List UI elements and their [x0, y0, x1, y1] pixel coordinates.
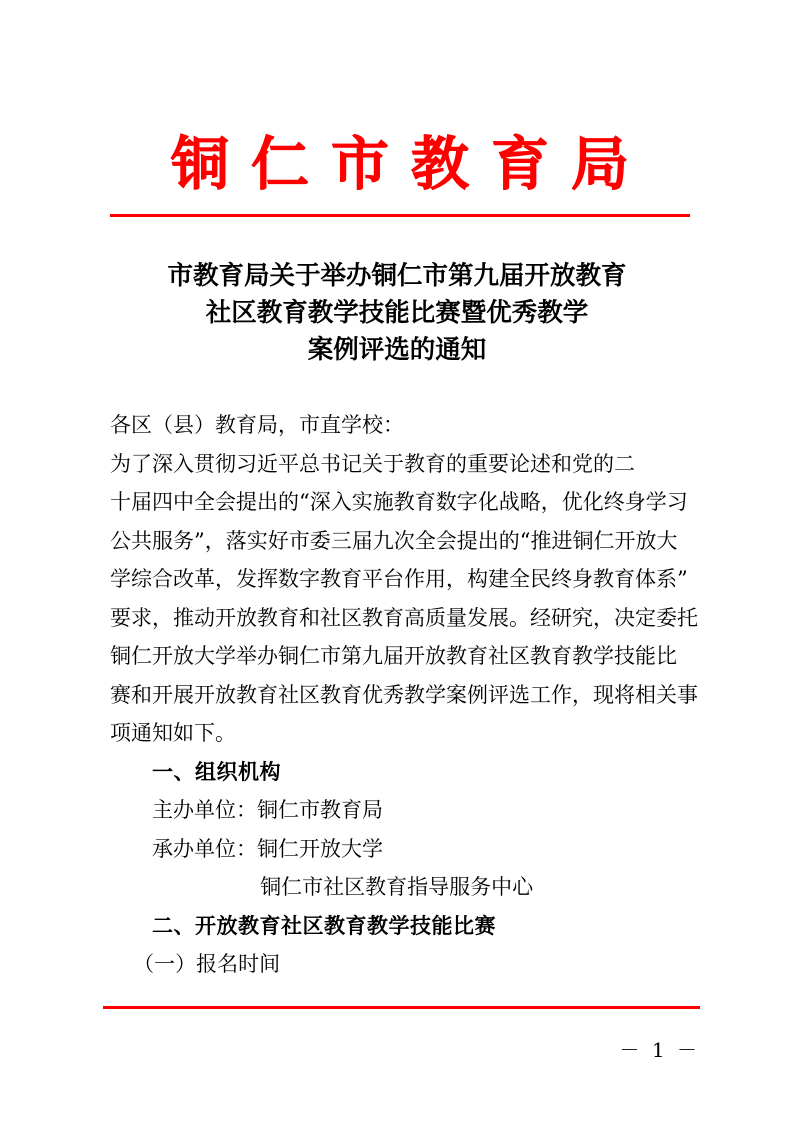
section-1-item-host: 承办单位：铜仁开放大学 — [152, 836, 383, 861]
document-title-line-1: 市教育局关于举办铜仁市第九届开放教育 — [167, 261, 627, 291]
paragraph-line: 学综合改革，发挥数字教育平台作用，构建全民终身教育体系” — [110, 567, 688, 591]
section-1-item-organizer: 主办单位：铜仁市教育局 — [152, 798, 383, 822]
document-body — [110, 406, 698, 984]
footer-red-rule — [103, 1006, 700, 1009]
section-2-subheading-registration-time: （一）报名时间 — [133, 952, 281, 976]
paragraph-line: 项通知如下。 — [110, 721, 236, 745]
document-title-line-3: 案例评选的通知 — [307, 335, 487, 365]
letterhead-organization-title: 铜仁市教育局 — [170, 130, 651, 198]
paragraph-line: 赛和开展开放教育社区教育优秀教学案例评选工作，现将相关事 — [110, 682, 698, 707]
paragraph-line: 公共服务”，落实好市委三届九次全会提出的“推进铜仁开放大 — [110, 528, 678, 553]
section-heading-1: 一、组织机构 — [152, 759, 281, 784]
letterhead — [110, 126, 690, 202]
section-1-item-host-second: 铜仁市社区教育指导服务中心 — [260, 875, 534, 899]
document-title — [97, 258, 697, 369]
paragraph-line: 铜仁开放大学举办铜仁市第九届开放教育社区教育教学技能比 — [110, 644, 677, 668]
paragraph-line: 为了深入贯彻习近平总书记关于教育的重要论述和党的二 — [110, 451, 635, 476]
page-number: － 1 － — [619, 1038, 700, 1062]
body-paragraph-1 — [110, 445, 698, 753]
document-title-line-2: 社区教育教学技能比赛暨优秀教学 — [205, 298, 589, 328]
salutation-text: 各区（县）教育局，市直学校： — [110, 413, 404, 437]
section-heading-2: 二、开放教育社区教育教学技能比赛 — [152, 913, 496, 938]
paragraph-line: 要求，推动开放教育和社区教育高质量发展。经研究，决定委托 — [110, 605, 698, 630]
letterhead-red-rule — [110, 214, 690, 217]
paragraph-line: 十届四中全会提出的“深入实施教育数字化战略，优化终身学习 — [110, 490, 688, 514]
salutation — [110, 406, 690, 445]
